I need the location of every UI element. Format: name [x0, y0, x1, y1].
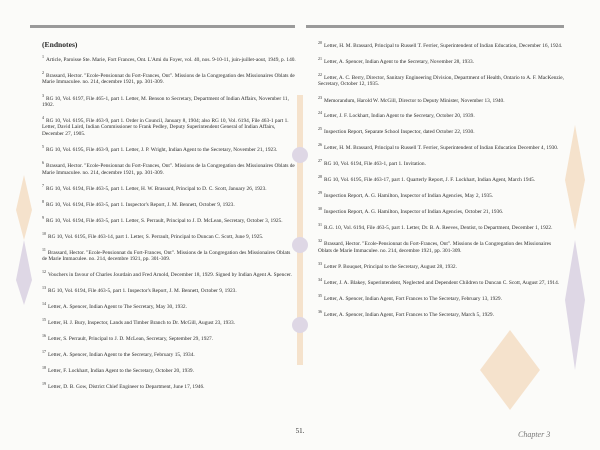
- endnote-number: 12: [42, 269, 46, 275]
- endnote-text: Letter, S. Perrault, Principal to J. D. McLean, Secretary, September 29, 1927.: [48, 335, 214, 342]
- endnote-number: 34: [318, 276, 322, 282]
- endnotes-column-right: [306, 40, 566, 325]
- endnote-number: 16: [42, 333, 46, 339]
- endnote-number: 25: [318, 126, 322, 132]
- endnote-text: RG 10, Vol. 6194, File 463-5, part 1. Inspector's Report, J. M. Bennett, October 9, 1923.: [46, 201, 235, 208]
- endnote-number: 22: [318, 71, 322, 77]
- endnote-text: Inspection Report, A. G. Hamilton, Inspector of Indian Agencies, October 21, 1936.: [324, 209, 504, 216]
- endnote-item: [306, 142, 566, 151]
- endnote-text: Letter, H. J. Bury, Inspector, Lands and Timber Branch to Dr. McGill, August 23, 1933.: [48, 319, 235, 326]
- endnote-number: 20: [318, 40, 322, 45]
- endnote-item: [30, 215, 296, 224]
- endnote-item: [306, 238, 566, 254]
- endnote-text: Letter, J. A. Blakey, Superintendent, Neglected and Dependent Children to Duncan C. Scott, August 27, 1914.: [324, 279, 560, 286]
- endnote-text: Article, Paroisse Ste. Marie, Fort Frances, Ont. L'Ami du Foyer, vol. 40, nos. 9-10-11, juin-juillet-aout, 1949, p. 140.: [46, 56, 296, 63]
- endnote-number: 24: [318, 110, 322, 116]
- endnote-item: [30, 144, 296, 153]
- endnote-text: Letter, A. Spencer, Indian Agent, Fort Frances to The Secretary, March 5, 1929.: [324, 311, 494, 318]
- endnote-item: [30, 160, 296, 176]
- endnote-number: 5: [42, 144, 44, 150]
- endnote-item: [306, 95, 566, 104]
- endnote-text: Brassard, Hector. "Ecole-Pensionnat du Fort-Frances, Ont". Missions de la Congregation des Missionaires Oblats de Marie Immaculee. no. 214, decembre 1921, pp. 301-309.: [318, 241, 552, 254]
- endnote-item: [306, 309, 566, 318]
- endnote-text: RG 10, Vol. 6195, File 463-14, part 1. Letter, S. Perrault, Principal to Duncan C. Scott, June 9, 1925.: [48, 233, 264, 240]
- endnote-number: 8: [42, 198, 44, 204]
- endnote-number: 2: [42, 69, 44, 75]
- endnote-text: Letter, A. C. Berry, Director, Sanitary Engineering Division, Department of Health, Ontario to A. F. MacKenzie, Secretary, October 12, 1935.: [318, 74, 564, 88]
- endnote-text: Letter, H. M. Brassard, Principal to Russell T. Ferrier, Superintendent of Indian Education, December 16, 1924.: [324, 42, 563, 49]
- endnote-item: [30, 269, 296, 278]
- chapter-label: Chapter 3: [518, 430, 551, 439]
- endnote-item: [306, 56, 566, 65]
- endnote-item: [30, 115, 296, 138]
- endnote-item: [306, 206, 566, 215]
- endnote-number: 11: [42, 246, 46, 252]
- endnote-item: [30, 381, 296, 390]
- endnote-item: [306, 110, 566, 119]
- endnote-number: 35: [318, 292, 322, 298]
- endnote-text: Letter, A. Spencer, Indian Agent to The Secretary, May 30, 1932.: [48, 303, 187, 310]
- right-notes-list: [306, 40, 566, 318]
- endnote-number: 21: [318, 55, 322, 61]
- endnote-number: 3: [42, 92, 44, 98]
- endnote-item: [30, 231, 296, 240]
- endnote-item: [306, 174, 566, 183]
- endnote-text: R.G. 10, Vol. 6194, File 463-5, part 1. Letter, Dr. B. A. Reeves, Dentist, to Department, December 1, 1922.: [324, 225, 553, 232]
- endnote-number: 32: [318, 238, 322, 244]
- endnote-item: [306, 190, 566, 199]
- endnote-number: 1: [42, 54, 44, 59]
- endnote-number: 10: [42, 230, 46, 236]
- endnote-item: [30, 349, 296, 358]
- endnote-number: 19: [42, 381, 46, 386]
- page-number: 51.: [295, 427, 305, 435]
- endnote-text: Inspection Report, Separate School Inspector, dated October 22, 1930.: [324, 129, 475, 136]
- endnote-item: [30, 183, 296, 192]
- endnote-number: 33: [318, 260, 322, 266]
- endnote-number: 17: [42, 349, 46, 355]
- endnote-text: Letter, D. B. Gow, District Chief Engineer to Department, June 17, 1946.: [48, 383, 205, 390]
- endnote-item: [306, 293, 566, 302]
- endnote-item: [306, 277, 566, 286]
- endnote-item: [30, 199, 296, 208]
- endnote-item: [30, 317, 296, 326]
- endnote-number: 18: [42, 365, 46, 371]
- endnote-number: 14: [42, 301, 46, 307]
- endnote-number: 31: [318, 222, 322, 228]
- endnote-text: Memorandum, Harold W. McGill, Director to Deputy Minister, November 13, 1940.: [324, 97, 505, 104]
- endnote-item: [306, 222, 566, 231]
- endnote-text: RG 10, Vol. 6195, File 463-9, part 1. Order in Council, January 8, 1904; also RG 10, Vol. 6194, File 463-1 part 1. Letter, David Laird, Indian Commissioner to Frank Pedley, Deputy Superintendent General of Indian Affairs, December 27, 1905.: [42, 117, 289, 138]
- endnote-text: Letter, A. Spencer, Indian Agent to the Secretary, November 28, 1933.: [324, 58, 474, 65]
- bottom-right-motif-icon: [480, 330, 540, 410]
- endnote-item: [30, 365, 296, 374]
- endnote-text: Letter, A. Spencer, Indian Agent, Fort Frances to The Secretary, February 13, 1929.: [324, 295, 502, 302]
- endnote-number: 36: [318, 308, 322, 314]
- endnotes-heading: (Endnotes): [42, 40, 78, 49]
- endnote-text: Brassard, Hector. "Ecole-Pensionnat du Fort-Frances, Ont". Missions de la Congregation des Missionaires Oblats de Marie Immaculee. no. 214, decembre 1921, pp. 301-309.: [42, 249, 291, 263]
- endnote-number: 30: [318, 206, 322, 212]
- endnote-number: 29: [318, 190, 322, 196]
- endnote-item: [306, 72, 566, 88]
- endnote-item: [30, 70, 296, 86]
- endnote-text: Letter, J. F. Lockhart, Indian Agent to the Secretary, October 20, 1939.: [324, 113, 475, 120]
- endnote-item: [30, 301, 296, 310]
- endnote-text: Brassard, Hector. "Ecole-Pensionnat du Fort-Frances, Ont". Missions de la Congregation des Missionaires Oblats de Marie Immaculee. no. 214, decembre 1921, pp. 301-309.: [42, 163, 295, 176]
- endnote-item: [306, 261, 566, 270]
- endnote-number: 26: [318, 142, 322, 148]
- endnote-text: Brassard, Hector. "Ecole-Pensionnat du Fort-Frances, Ont". Missions de la Congregation des Missionaires Oblats de Marie Immaculee. no. 214, decembre 1921, pp. 301-309.: [42, 72, 295, 86]
- endnote-text: Letter, F. Lockhart, Indian Agent to the Secretary, October 20, 1939.: [48, 367, 194, 374]
- endnote-text: Letter, H. M. Brassard, Principal to Russell T. Ferrier, Superintendent of Indian Education December 4, 1930.: [324, 145, 559, 152]
- endnote-number: 9: [42, 214, 44, 220]
- endnote-number: 6: [42, 160, 44, 166]
- endnote-number: 13: [42, 285, 46, 291]
- endnotes-column-left: [30, 40, 296, 397]
- endnote-text: RG 10, Vol. 6195, File 463-9, part 1. Letter, J. P. Wright, Indian Agent to the Secretary, November 21, 1923.: [46, 147, 278, 154]
- endnote-text: RG 10, Vol. 6194, File 463-1, part 1. Invitation.: [324, 161, 426, 168]
- endnote-item: [30, 285, 296, 294]
- endnote-text: Inspection Report, A. G. Hamilton, Inspector of Indian Agencies, May 2, 1935.: [324, 193, 494, 200]
- endnote-text: RG 10, Vol. 6197, File 465-1, part 1. Letter, M. Benson to Secretary, Department of Indian Affairs, November 11, 1902.: [42, 95, 289, 108]
- endnote-number: 15: [42, 317, 46, 323]
- endnote-item: [306, 126, 566, 135]
- left-notes-list: [30, 54, 296, 390]
- endnote-item: [30, 247, 296, 263]
- endnote-item: [306, 40, 566, 49]
- endnote-item: [306, 158, 566, 167]
- endnote-text: Letter P. Bouquet, Principal to the Secretary, August 28, 1932.: [324, 263, 457, 270]
- endnote-item: [30, 54, 296, 63]
- endnote-number: 28: [318, 174, 322, 180]
- endnote-number: 4: [42, 115, 44, 121]
- endnote-text: RG 10, Vol. 6194, File 463-5, part 1. Letter, H. W. Brassard, Principal to D. C. Scott, January 26, 1923.: [46, 185, 267, 192]
- endnote-item: [30, 93, 296, 109]
- endnote-text: RG 10, Vol. 6194, File 463-5, part 1. Inspector's Report, J. M. Bennett, October 9, 1923.: [48, 287, 237, 294]
- endnote-number: 27: [318, 158, 322, 164]
- endnote-text: RG 10, Vol. 6195, File 463-17, part 1. Quarterly Report, J. F. Lockhart, Indian Agent, March 1945.: [324, 177, 536, 184]
- endnote-item: [30, 333, 296, 342]
- endnote-number: 23: [318, 94, 322, 100]
- endnote-text: Letter, A. Spencer, Indian Agent to the Secretary, February 15, 1934.: [48, 351, 195, 358]
- top-rule-left: [30, 25, 295, 28]
- endnote-number: 7: [42, 182, 44, 188]
- endnote-text: Vouchers in favour of Charles Jourdain and Fred Arnold, December 18, 1929. Signed by Indian Agent A. Spencer.: [48, 272, 292, 278]
- top-rule-right: [306, 25, 564, 28]
- endnote-text: RG 10, Vol. 6194, File 463-5, part 1. Letter, S. Perrault, Principal to J. D. McLean, Secretary, October 3, 1925.: [46, 217, 283, 224]
